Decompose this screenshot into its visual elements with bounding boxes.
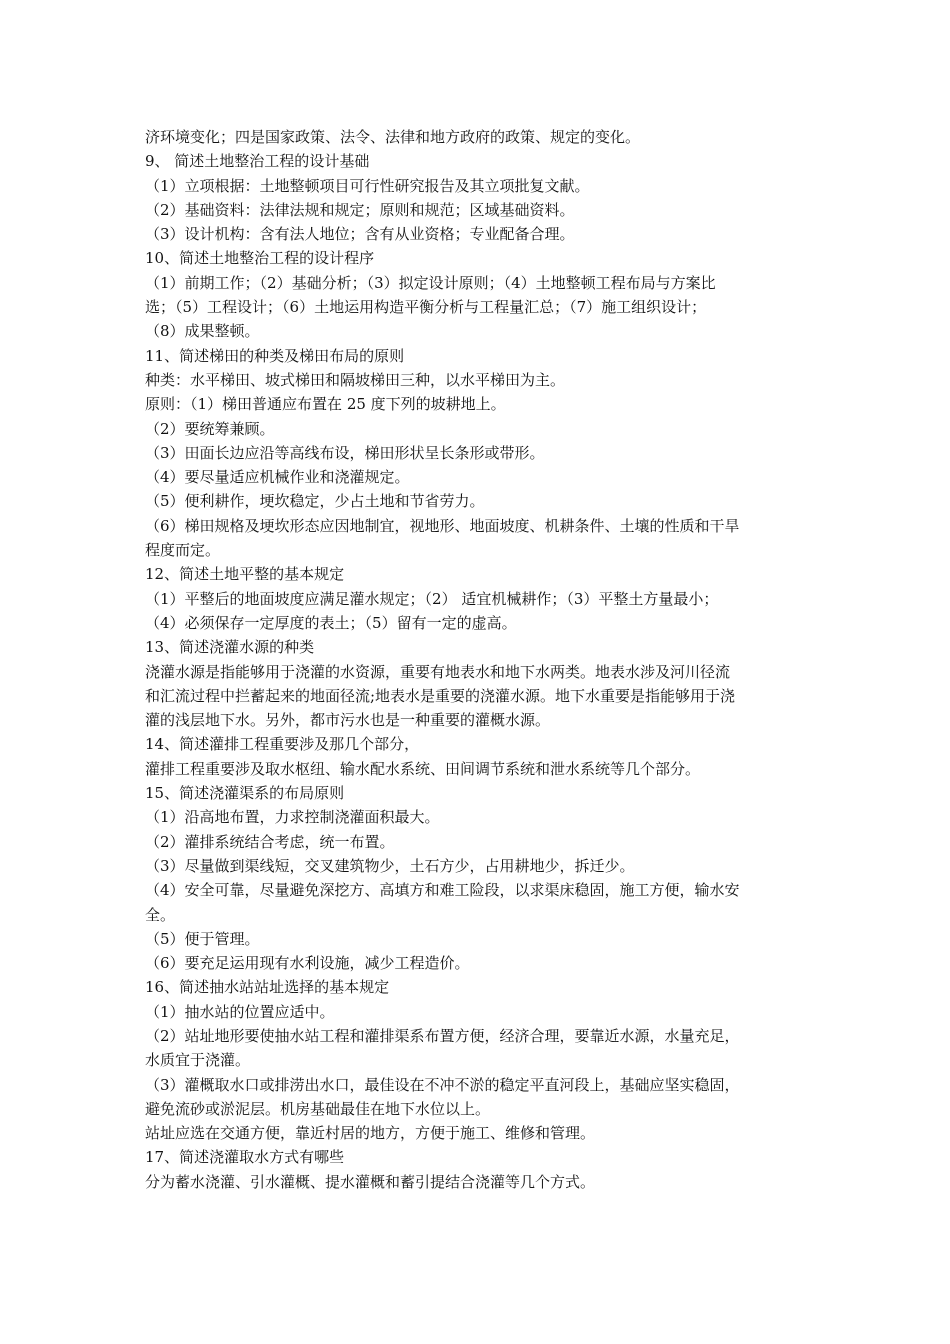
text-line: （1）抽水站的位置应适中。 <box>145 1002 335 1021</box>
text-line: （2）要统筹兼顾。 <box>145 419 275 438</box>
text-line: （1）立项根据：土地整顿项目可行性研究报告及其立项批复文献。 <box>145 176 590 195</box>
text-line: （4）必须保存一定厚度的表土；（5）留有一定的虚高。 <box>145 613 517 632</box>
text-line: 济环境变化；四是国家政策、法令、法律和地方政府的政策、规定的变化。 <box>145 128 641 146</box>
text-line: 灌排工程重要涉及取水枢纽、输水配水系统、田间调节系统和泄水系统等几个部分。 <box>145 759 701 778</box>
text-line: 浇灌水源是指能够用于浇灌的水资源，重要有地表水和地下水两类。地表水涉及河川径流 <box>145 662 731 681</box>
text-line: （2）站址地形要使抽水站工程和灌排渠系布置方便，经济合理，要靠近水源，水量充足， <box>145 1026 740 1045</box>
text-line: （5）便于管理。 <box>145 929 260 948</box>
text-line: （1）平整后的地面坡度应满足灌水规定；（2） 适宜机械耕作；（3）平整土方量最小； <box>145 589 719 608</box>
text-line: 10、简述土地整治工程的设计程序 <box>145 249 375 268</box>
text-line: （1）前期工作；（2）基础分析；（3）拟定设计原则；（4）土地整顿工程布局与方案比 <box>145 273 716 292</box>
text-line: （3）灌概取水口或排涝出水口，最佳设在不冲不淤的稳定平直河段上，基础应坚实稳固， <box>145 1075 740 1094</box>
text-line: （6）要充足运用现有水利设施，减少工程造价。 <box>145 954 470 973</box>
text-line: 13、简述浇灌水源的种类 <box>145 638 315 657</box>
text-line: 11、简述梯田的种类及梯田布局的原则 <box>145 346 405 365</box>
text-line: 15、简述浇灌渠系的布局原则 <box>145 784 345 803</box>
document-body <box>145 125 815 1194</box>
text-line: （3）田面长边应沿等高线布设，梯田形状呈长条形或带形。 <box>145 443 545 462</box>
text-line: 程度而定。 <box>145 541 221 560</box>
text-line: 灌的浅层地下水。另外，都市污水也是一种重要的灌概水源。 <box>145 711 551 730</box>
text-line: （2）灌排系统结合考虑，统一布置。 <box>145 832 395 851</box>
text-line: （1）沿高地布置，力求控制浇灌面积最大。 <box>145 808 440 827</box>
text-line: 站址应选在交通方便，靠近村居的地方，方便于施工、维修和管理。 <box>145 1124 596 1143</box>
text-line: （4）要尽量适应机械作业和浇灌规定。 <box>145 468 410 487</box>
text-line: （3）尽量做到渠线短，交叉建筑物少，土石方少，占用耕地少，拆迁少。 <box>145 856 635 875</box>
text-line: 17、简述浇灌取水方式有哪些 <box>145 1148 345 1167</box>
text-line: 12、简述土地平整的基本规定 <box>145 565 345 584</box>
text-line: 全。 <box>145 905 176 924</box>
text-line: 9、 简述土地整治工程的设计基础 <box>145 152 370 171</box>
text-line: 16、简述抽水站站址选择的基本规定 <box>145 978 390 997</box>
text-line: 种类：水平梯田、坡式梯田和隔坡梯田三种，以水平梯田为主。 <box>145 370 566 389</box>
text-line: （2）基础资料：法律法规和规定；原则和规范；区域基础资料。 <box>145 200 575 219</box>
text-line: 分为蓄水浇灌、引水灌概、提水灌概和蓄引提结合浇灌等几个方式。 <box>145 1172 596 1191</box>
text-line: 水质宜于浇灌。 <box>145 1051 251 1070</box>
text-line: （3）设计机构：含有法人地位；含有从业资格；专业配备合理。 <box>145 225 575 244</box>
text-line: （4）安全可靠，尽量避免深挖方、高填方和难工险段，以求渠床稳固，施工方便，输水安 <box>145 881 740 900</box>
text-line: （6）梯田规格及埂坎形态应因地制宜，视地形、地面坡度、机耕条件、土壤的性质和干旱 <box>145 516 740 535</box>
text-line: 14、简述灌排工程重要涉及那几个部分， <box>145 735 420 754</box>
text-line: 原则：（1）梯田普通应布置在 25 度下列的坡耕地上。 <box>145 395 506 414</box>
text-line: 避免流砂或淤泥层。机房基础最佳在地下水位以上。 <box>145 1099 491 1118</box>
text-line: （8）成果整顿。 <box>145 322 260 341</box>
text-line: 和汇流过程中拦蓄起来的地面径流;地表水是重要的浇灌水源。地下水重要是指能够用于浇 <box>145 686 736 705</box>
text-line: 选；（5）工程设计；（6）土地运用构造平衡分析与工程量汇总；（7）施工组织设计； <box>145 298 707 317</box>
text-line: （5）便利耕作，埂坎稳定，少占土地和节省劳力。 <box>145 492 485 511</box>
